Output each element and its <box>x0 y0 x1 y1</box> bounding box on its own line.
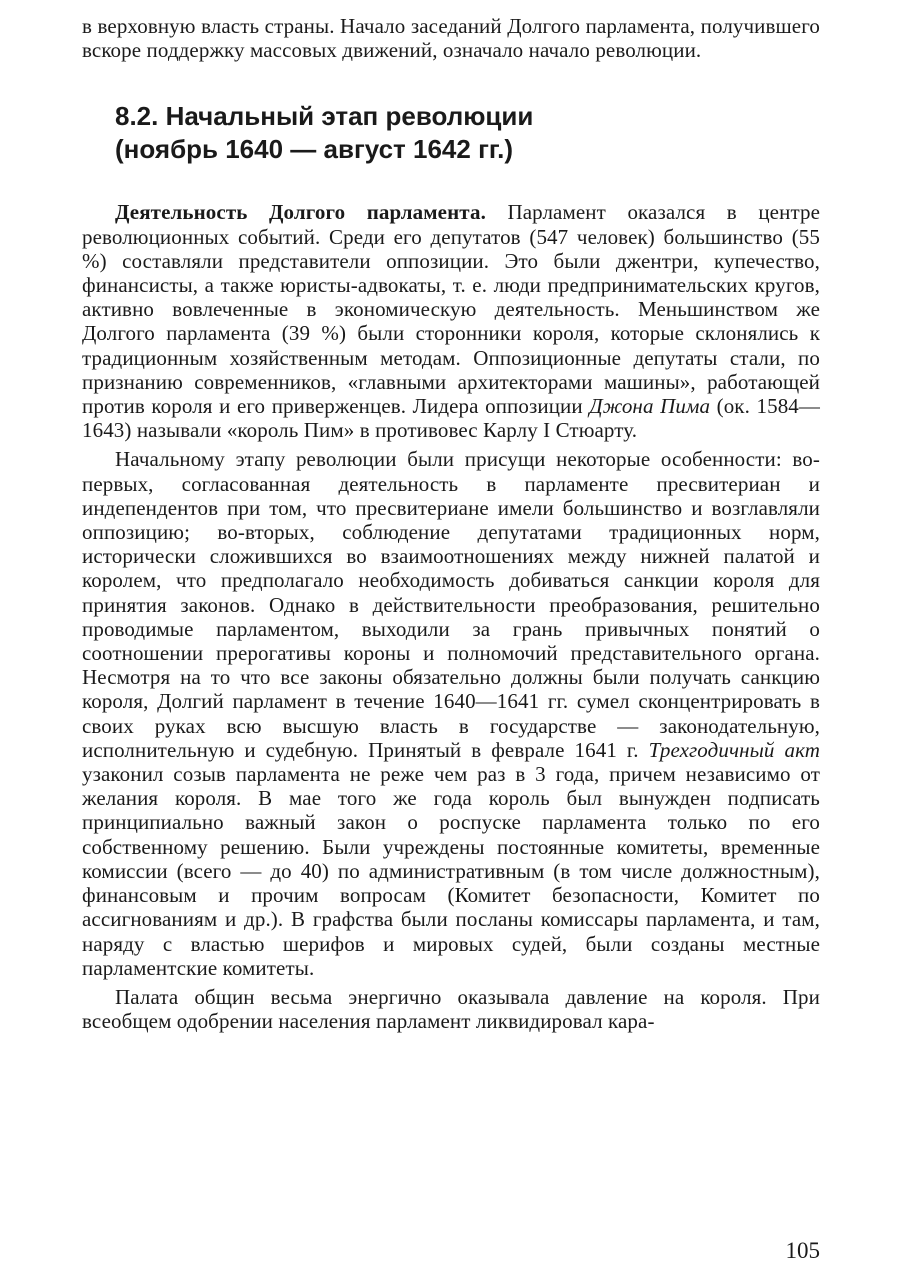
book-page <box>82 14 820 1264</box>
section-heading-line-2: (ноябрь 1640 — август 1642 гг.) <box>115 134 514 165</box>
page-number: 105 <box>785 1238 820 1263</box>
paragraph-text: Начальному этапу революции были присущи некоторые особенности: во-первых, согласованная деятельность в парламенте пресвитериан и индепендентов при том, что пресвитериане имели большинство и возглавляли оппозицию; во-вторых, соблюдение депутатами традиционных норм, исторически сложившихся во взаимоотношениях между нижней палатой и королем, что предполагало необходимость добиваться санкции короля для принятия законов. Однако в действительности преобразования, решительно проводимые парламентом, выходили за грань привычных понятий о соотношении прерогативы короны и полномочий представительного органа. Несмотря на то что все законы обязательно должны были получать санкцию короля, Долгий парламент в течение 1640—1641 гг. сумел сконцентрировать в своих руках всю высшую власть в государстве — законодательную, исполнительную и судебную. Принятый в феврале 1641 г. <box>82 447 820 762</box>
paragraph-text: Парламент оказался в центре революционных событий. Среди его депутатов (547 человек) большинство (55 %) составляли представители оппозиции. Это были джентри, купечество, финансисты, а также юристы-адвокаты, т. е. люди предпринимательских кругов, активно вовлеченные в экономическую деятельность. Меньшинством же Долгого парламента (39 %) были сторонники короля, которые склонялись к традиционным хозяйственным методам. Оппозиционные депутаты стали, по признанию современников, «главными архитекторами машины», работающей против короля и его приверженцев. Лидера оппозиции <box>82 200 820 419</box>
paragraph-text: (ок. 1584—1643) называли «король Пим» в противовес Карлу I Стюарту. <box>82 394 821 443</box>
section-heading-line-1: 8.2. Начальный этап революции <box>115 101 534 132</box>
section-heading <box>82 100 820 166</box>
spacer <box>82 166 820 200</box>
paragraph-revolution-features <box>82 447 820 979</box>
top-paragraph: в верховную власть страны. Начало заседаний Долгого парламента, получившего вскоре поддержку массовых движений, означало начало революции. <box>82 14 820 63</box>
italic-name: Джона Пима <box>589 394 711 419</box>
paragraph-lead-title: Деятельность Долгого парламента. <box>115 200 486 225</box>
spacer <box>82 62 820 100</box>
italic-act-name: Трехгодичный акт <box>648 737 821 762</box>
paragraph-parliament-activity <box>82 200 820 442</box>
paragraph-commons-pressure: Палата общин весьма энергично оказывала давление на короля. При всеобщем одобрении населения парламент ликвидировал кара- <box>82 984 820 1034</box>
paragraph-text: узаконил созыв парламента не реже чем раз в 3 года, причем независимо от желания короля. В мае того же года король был вынужден подписать принципиально важный закон о роспуске парламента только по его собственному решению. Были учреждены постоянные комитеты, временные комиссии (всего — до 40) по административным (в том числе должностным), финансовым и прочим вопросам (Комитет безопасности, Комитет по ассигнованиям и др.). В графства были посланы комиссары парламента, и там, наряду с властью шерифов и мировых судей, были созданы местные парламентские комитеты. <box>82 762 820 980</box>
